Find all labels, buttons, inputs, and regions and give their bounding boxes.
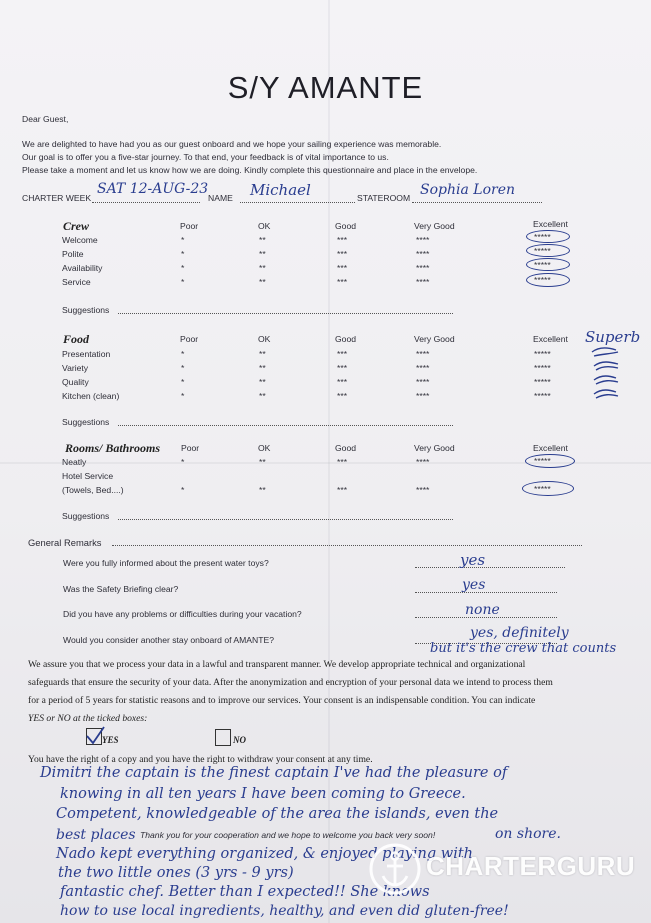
charter-week-value[interactable]: SAT 12-AUG-23 (97, 181, 209, 197)
selection-circle (525, 454, 575, 468)
anchor-logo-icon (368, 842, 422, 896)
charter-week-line (92, 202, 200, 203)
rating-stars-selected[interactable]: ***** (534, 246, 551, 256)
rating-stars-selected[interactable]: ***** (534, 275, 551, 285)
handwritten-comment: best places (56, 827, 136, 843)
no-label: NO (233, 735, 246, 745)
rating-good-header: Good (335, 221, 357, 231)
rating-stars[interactable]: *** (337, 485, 348, 495)
rating-ok-header: OK (258, 443, 271, 453)
suggestions-line[interactable] (118, 313, 453, 314)
rating-stars-selected[interactable]: ***** (534, 484, 551, 494)
food-item: Quality (62, 377, 89, 387)
rating-stars[interactable]: ** (259, 235, 266, 245)
handwritten-comment: on shore. (495, 826, 561, 842)
food-item: Kitchen (clean) (62, 391, 120, 401)
food-item: Variety (62, 363, 89, 373)
rating-stars[interactable]: *** (337, 377, 348, 387)
crew-item: Service (62, 277, 91, 287)
crew-item: Availability (62, 263, 103, 273)
question: Were you fully informed about the present water toys? (63, 558, 269, 568)
intro-line: Please take a moment and let us know how we are doing. Kindly complete this questionnaire and place in the envelope. (22, 165, 478, 175)
rating-stars[interactable]: ***** (534, 391, 551, 401)
rating-stars[interactable]: * (181, 277, 185, 287)
rating-stars[interactable]: ** (259, 249, 266, 259)
rating-stars[interactable]: ** (259, 349, 266, 359)
selection-circle (526, 230, 570, 243)
rating-stars[interactable]: **** (416, 277, 430, 287)
rating-stars[interactable]: *** (337, 363, 348, 373)
consent-text: YES or NO at the ticked boxes: (28, 713, 148, 724)
rating-excellent-header: Excellent (533, 219, 568, 229)
remarks-line[interactable] (112, 545, 582, 546)
consent-text: for a period of 5 years for statistic reasons and to improve our services. Your consent is an indispensable condition. You can indicate (28, 695, 536, 706)
rating-stars[interactable]: **** (416, 249, 430, 259)
rating-stars[interactable]: ** (259, 277, 266, 287)
handwritten-comment: knowing in all ten years I have been coming to Greece. (60, 786, 466, 802)
rating-stars[interactable]: * (181, 485, 185, 495)
rating-poor-header: Poor (181, 443, 200, 453)
rating-stars[interactable]: ***** (534, 363, 551, 373)
rating-stars[interactable]: **** (416, 377, 430, 387)
answer[interactable]: yes, definitely (470, 625, 569, 641)
stateroom-label: STATEROOM (357, 193, 411, 203)
greeting: Dear Guest, (22, 114, 69, 124)
rating-poor-header: Poor (180, 221, 199, 231)
rating-stars[interactable]: * (181, 349, 185, 359)
consent-text: safeguards that ensure the security of your data. After the anonymization and encryption of your personal data we intend to process them (28, 677, 553, 688)
handwritten-comment: Nado kept everything organized, & enjoyed playing with (56, 846, 473, 862)
rating-stars[interactable]: * (181, 263, 185, 273)
rating-stars[interactable]: *** (337, 263, 348, 273)
handwritten-comment: Dimitri the captain is the finest captain I've had the pleasure of (40, 765, 508, 781)
rating-stars[interactable]: * (181, 391, 185, 401)
rating-stars[interactable]: **** (416, 263, 430, 273)
rating-stars[interactable]: *** (337, 391, 348, 401)
rating-stars[interactable]: ** (259, 485, 266, 495)
rooms-item: (Towels, Bed....) (62, 485, 124, 495)
rating-stars[interactable]: * (181, 249, 185, 259)
answer[interactable]: yes (460, 551, 486, 569)
rating-stars[interactable]: **** (416, 485, 430, 495)
rating-stars[interactable]: *** (337, 457, 348, 467)
rating-stars[interactable]: **** (416, 391, 430, 401)
ditto-marks (588, 342, 628, 402)
suggestions-line[interactable] (118, 519, 453, 520)
rooms-item: Hotel Service (62, 471, 114, 481)
watermark-text: CHARTERGURU (426, 851, 636, 881)
name-value[interactable]: Michael (250, 181, 311, 199)
rating-excellent-header: Excellent (533, 443, 568, 453)
general-remarks-heading: General Remarks (28, 537, 102, 548)
crew-item: Polite (62, 249, 84, 259)
rating-stars[interactable]: * (181, 363, 185, 373)
selection-circle (522, 481, 574, 496)
suggestions-label: Suggestions (62, 417, 110, 427)
form-title: S/Y AMANTE (227, 70, 424, 105)
rating-stars[interactable]: ** (259, 363, 266, 373)
handwritten-comment: how to use local ingredients, healthy, and even did gluten-free! (60, 903, 509, 919)
yes-label: YES (102, 735, 119, 745)
rating-stars-selected[interactable]: ***** (534, 456, 551, 466)
rating-stars[interactable]: ***** (534, 349, 551, 359)
name-line (240, 202, 355, 203)
handwritten-comment: the two little ones (3 yrs - 9 yrs) (58, 865, 294, 881)
rating-stars[interactable]: ** (259, 391, 266, 401)
rating-stars-selected[interactable]: ***** (534, 232, 551, 242)
rating-stars[interactable]: *** (337, 349, 348, 359)
selection-circle (526, 258, 570, 271)
answer-extra: but it's the crew that counts (430, 641, 617, 656)
stateroom-line (412, 202, 542, 203)
suggestions-label: Suggestions (62, 305, 110, 315)
rating-stars[interactable]: ** (259, 457, 266, 467)
rights-text: You have the right of a copy and you have the right to withdraw your consent at any time. (28, 754, 373, 765)
charter-week-label: CHARTER WEEK (22, 193, 92, 203)
rating-stars[interactable]: * (181, 457, 185, 467)
selection-circle (526, 273, 570, 287)
handwritten-superb: Superb (585, 328, 641, 346)
rating-ok-header: OK (258, 334, 271, 344)
answer[interactable]: none (465, 602, 500, 618)
question: Was the Safety Briefing clear? (63, 584, 179, 594)
rating-excellent-header: Excellent (533, 334, 568, 344)
closing-text: Thank you for your cooperation and we hope to welcome you back very soon! (140, 830, 436, 840)
crew-item: Welcome (62, 235, 98, 245)
rating-stars[interactable]: **** (416, 457, 430, 467)
rating-stars[interactable]: **** (416, 235, 430, 245)
intro-line: Our goal is to offer you a five-star journey. To that end, your feedback is of vital importance to us. (22, 152, 389, 162)
rating-good-header: Good (335, 334, 357, 344)
selection-circle (526, 244, 570, 257)
answer-line (415, 567, 565, 568)
name-label: NAME (208, 193, 233, 203)
rating-stars[interactable]: * (181, 377, 185, 387)
rating-stars[interactable]: ** (259, 263, 266, 273)
rating-stars[interactable]: **** (416, 363, 430, 373)
rating-poor-header: Poor (180, 334, 199, 344)
rating-verygood-header: Very Good (414, 443, 455, 453)
rating-stars[interactable]: **** (416, 349, 430, 359)
stateroom-value[interactable]: Sophia Loren (420, 182, 515, 198)
rating-verygood-header: Very Good (414, 334, 455, 344)
food-heading: Food (63, 332, 90, 346)
intro-line: We are delighted to have had you as our guest onboard and we hope your sailing experience was memorable. (22, 139, 442, 149)
handwritten-comment: Competent, knowledgeable of the area the islands, even the (56, 806, 499, 822)
rating-stars[interactable]: *** (337, 249, 348, 259)
answer-line (415, 592, 557, 593)
answer[interactable]: yes (462, 577, 486, 593)
rating-stars[interactable]: ** (259, 377, 266, 387)
rating-stars[interactable]: *** (337, 277, 348, 287)
rating-verygood-header: Very Good (414, 221, 455, 231)
question: Did you have any problems or difficulties during your vacation? (63, 609, 302, 619)
rating-stars[interactable]: * (181, 235, 185, 245)
no-checkbox[interactable] (215, 729, 231, 746)
crew-heading: Crew (63, 219, 90, 233)
handwritten-comment: fantastic chef. Better than I expected!! She knows (60, 884, 430, 900)
rating-ok-header: OK (258, 221, 271, 231)
suggestions-line[interactable] (118, 425, 453, 426)
food-item: Presentation (62, 349, 111, 359)
rating-good-header: Good (335, 443, 357, 453)
suggestions-label: Suggestions (62, 511, 110, 521)
rooms-item: Neatly (62, 457, 87, 467)
consent-text: We assure you that we process your data in a lawful and transparent manner. We develop appropriate technical and organizational (28, 659, 526, 670)
rating-stars-selected[interactable]: ***** (534, 260, 551, 270)
rooms-heading: Rooms/ Bathrooms (65, 441, 161, 455)
rating-stars[interactable]: *** (337, 235, 348, 245)
rating-stars[interactable]: ***** (534, 377, 551, 387)
charterguru-watermark (368, 840, 651, 900)
question: Would you consider another stay onboard of AMANTE? (63, 635, 274, 645)
